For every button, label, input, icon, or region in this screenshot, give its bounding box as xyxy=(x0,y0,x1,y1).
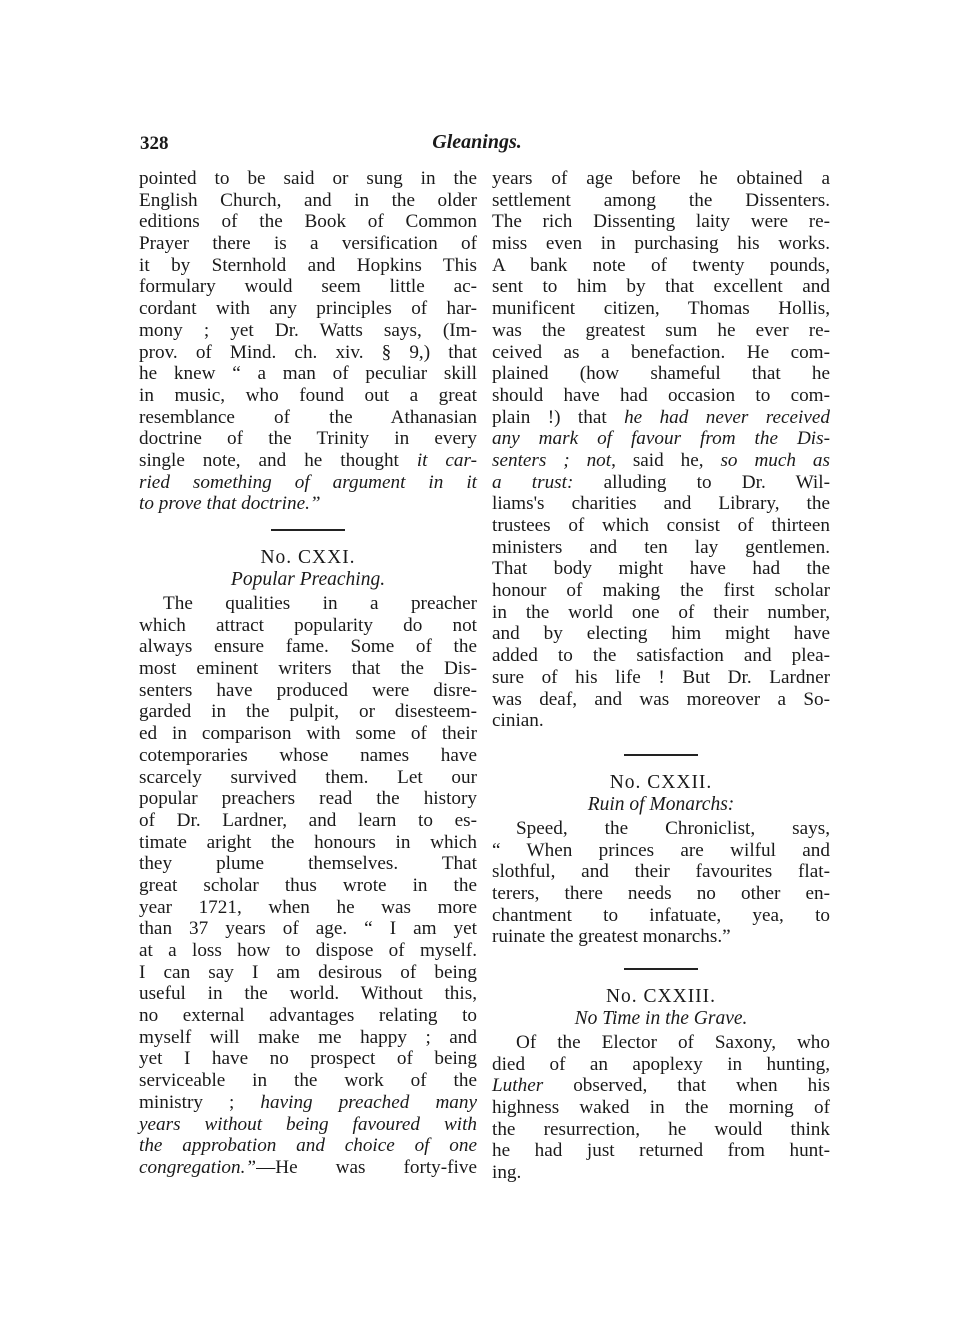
text-line: myself will make me happy ; and xyxy=(139,1026,477,1048)
text-line: “ When princes are wilful and xyxy=(492,839,830,861)
text-line: cordant with any principles of har- xyxy=(139,298,477,320)
text-line: settlement among the Dissenters. xyxy=(492,189,830,211)
section-divider xyxy=(624,754,698,756)
text-line: trustees of which consist of thirteen xyxy=(492,515,830,536)
text-line xyxy=(492,1075,830,1097)
section-number: No. CXXII. xyxy=(609,771,713,793)
text-segment: plain !) that xyxy=(492,406,625,428)
section-divider xyxy=(271,529,345,531)
right-column xyxy=(492,168,830,1184)
text-line: formulary would seem little ac- xyxy=(139,276,477,298)
text-line: slothful, and their favourites flat- xyxy=(492,861,830,883)
text-line: prov. of Mind. ch. xiv. § 9,) that xyxy=(139,341,477,363)
text-line: ministers and ten lay gentlemen. xyxy=(492,536,830,558)
text-line: most eminent writers that the Dis- xyxy=(139,658,477,680)
text-line: the resurrection, he would think xyxy=(492,1118,830,1140)
text-line: munificent citizen, Thomas Hollis, xyxy=(492,298,830,320)
text-line: at a loss how to dispose of myself. xyxy=(139,940,477,961)
text-line xyxy=(492,472,830,494)
text-line: great scholar thus wrote in the xyxy=(139,874,477,896)
italic-segment: years without being favoured with xyxy=(139,1113,477,1135)
text-line: sure of his life ! But Dr. Lardner xyxy=(492,666,830,688)
text-line: honour of making the first scholar xyxy=(492,580,830,602)
text-line: The rich Dissenting laity were re- xyxy=(492,211,830,233)
left-column xyxy=(139,168,477,1179)
text-line: Speed, the Chroniclist, says, xyxy=(516,817,830,839)
text-segment: single note, and he thought xyxy=(139,449,417,471)
section-title: Popular Preaching. xyxy=(230,569,386,590)
text-line: timate aright the honours in which xyxy=(139,831,477,853)
text-line: liams's charities and Library, the xyxy=(492,493,830,515)
text-line: A bank note of twenty pounds, xyxy=(492,254,830,276)
text-line: died of an apoplexy in hunting, xyxy=(492,1053,830,1075)
italic-segment: having preached many xyxy=(260,1091,478,1113)
text-line: than 37 years of age. “ I am yet xyxy=(139,918,477,940)
text-line: should have had occasion to com- xyxy=(492,384,830,406)
text-line: I can say I am desirous of being xyxy=(139,961,477,983)
text-line: ed in comparison with some of their xyxy=(139,723,477,745)
text-line: was deaf, and was moreover a So- xyxy=(492,688,830,710)
text-line: chantment to infatuate, yea, to xyxy=(492,904,830,926)
text-line: Prayer there is a versification of xyxy=(139,233,477,255)
italic-segment: a trust: xyxy=(492,471,574,493)
text-line: he knew “ a man of peculiar skill xyxy=(139,363,477,385)
text-line xyxy=(492,407,830,429)
text-line: which attract popularity do not xyxy=(139,614,477,636)
page-number: 328 xyxy=(140,133,169,154)
text-line: ing. xyxy=(492,1162,522,1184)
text-line: in the world one of their number, xyxy=(492,601,830,623)
italic-segment: it car- xyxy=(416,449,477,471)
italic-segment: he had never received xyxy=(624,406,830,428)
text-line-italic xyxy=(139,1135,477,1157)
text-line: they plume themselves. That xyxy=(139,853,477,875)
text-line: serviceable in the work of the xyxy=(139,1070,477,1092)
text-line: was the greatest sum he ever re- xyxy=(492,319,830,341)
section-title: No Time in the Grave. xyxy=(574,1008,748,1029)
text-line: That body might have had the xyxy=(492,558,830,580)
text-line: doctrine of the Trinity in every xyxy=(139,428,477,450)
text-line xyxy=(139,1157,477,1179)
italic-segment: Luther xyxy=(492,1075,544,1097)
italic-segment: senters ; not xyxy=(492,449,612,471)
text-line: always ensure fame. Some of the xyxy=(139,636,477,658)
text-segment: observed, that when his xyxy=(543,1075,830,1097)
italic-segment: the approbation and choice of one xyxy=(139,1135,477,1157)
text-segment: , said he, xyxy=(611,449,721,471)
section-divider xyxy=(624,968,698,970)
text-segment: alluding to Dr. Wil- xyxy=(573,471,830,493)
section-title: Ruin of Monarchs: xyxy=(587,793,735,815)
text-line: cotemporaries whose names have xyxy=(139,744,477,766)
text-line: popular preachers read the history xyxy=(139,788,477,810)
text-line-italic xyxy=(139,472,477,494)
text-line: mony ; yet Dr. Watts says, (Im- xyxy=(139,319,477,341)
italic-segment: ried something of argument in it xyxy=(139,471,477,493)
italic-segment: to prove that doctrine.” xyxy=(139,493,321,515)
text-line: ruinate the greatest monarchs.” xyxy=(492,926,731,948)
text-line: plained (how shameful that he xyxy=(492,363,830,385)
italic-segment: so much as xyxy=(720,449,830,471)
text-line: added to the satisfaction and plea- xyxy=(492,645,830,667)
running-head: Gleanings. xyxy=(432,131,522,153)
text-line: scarcely survived them. Let our xyxy=(139,766,477,788)
text-line: yet I have no prospect of being xyxy=(139,1048,477,1070)
text-line: senters have produced were disre- xyxy=(139,679,477,701)
text-line: it by Sternhold and Hopkins This xyxy=(139,254,477,276)
text-line: in music, who found out a great xyxy=(139,384,477,406)
text-line: Of the Elector of Saxony, who xyxy=(516,1032,830,1053)
section-number: No. CXXI. xyxy=(260,547,356,568)
text-line: editions of the Book of Common xyxy=(139,211,477,233)
italic-segment: any mark of favour from the Dis- xyxy=(492,428,830,450)
text-line: miss even in purchasing his works. xyxy=(492,233,830,255)
text-line xyxy=(492,450,830,472)
text-line-italic xyxy=(139,493,477,515)
section-number: No. CXXIII. xyxy=(605,986,717,1007)
text-line: garded in the pulpit, or disesteem- xyxy=(139,701,477,723)
text-line: year 1721, when he was more xyxy=(139,896,477,918)
text-line: of Dr. Lardner, and learn to es- xyxy=(139,809,477,831)
text-segment: ministry ; xyxy=(139,1091,261,1113)
text-line: no external advantages relating to xyxy=(139,1005,477,1027)
text-line: cinian. xyxy=(492,710,544,732)
text-line: and by electing him might have xyxy=(492,623,830,645)
text-line: pointed to be said or sung in the xyxy=(139,168,477,189)
text-line-italic xyxy=(139,1114,477,1136)
text-line-italic xyxy=(492,428,830,450)
text-line: English Church, and in the older xyxy=(139,189,477,211)
text-line: he had just returned from hunt- xyxy=(492,1140,830,1162)
text-line: useful in the world. Without this, xyxy=(139,983,477,1005)
text-line: The qualities in a preacher xyxy=(163,593,477,614)
text-line: years of age before he obtained a xyxy=(492,168,830,189)
text-line: ceived as a benefaction. He com- xyxy=(492,341,830,363)
text-line xyxy=(139,1092,477,1114)
text-line xyxy=(139,450,477,472)
text-line: terers, there needs no other en- xyxy=(492,882,830,904)
text-line: highness waked in the morning of xyxy=(492,1097,830,1119)
text-line: sent to him by that excellent and xyxy=(492,276,830,298)
italic-segment: congregation.” xyxy=(139,1156,257,1178)
text-line: resemblance of the Athanasian xyxy=(139,406,477,428)
text-segment: —He was forty-five xyxy=(256,1156,477,1178)
